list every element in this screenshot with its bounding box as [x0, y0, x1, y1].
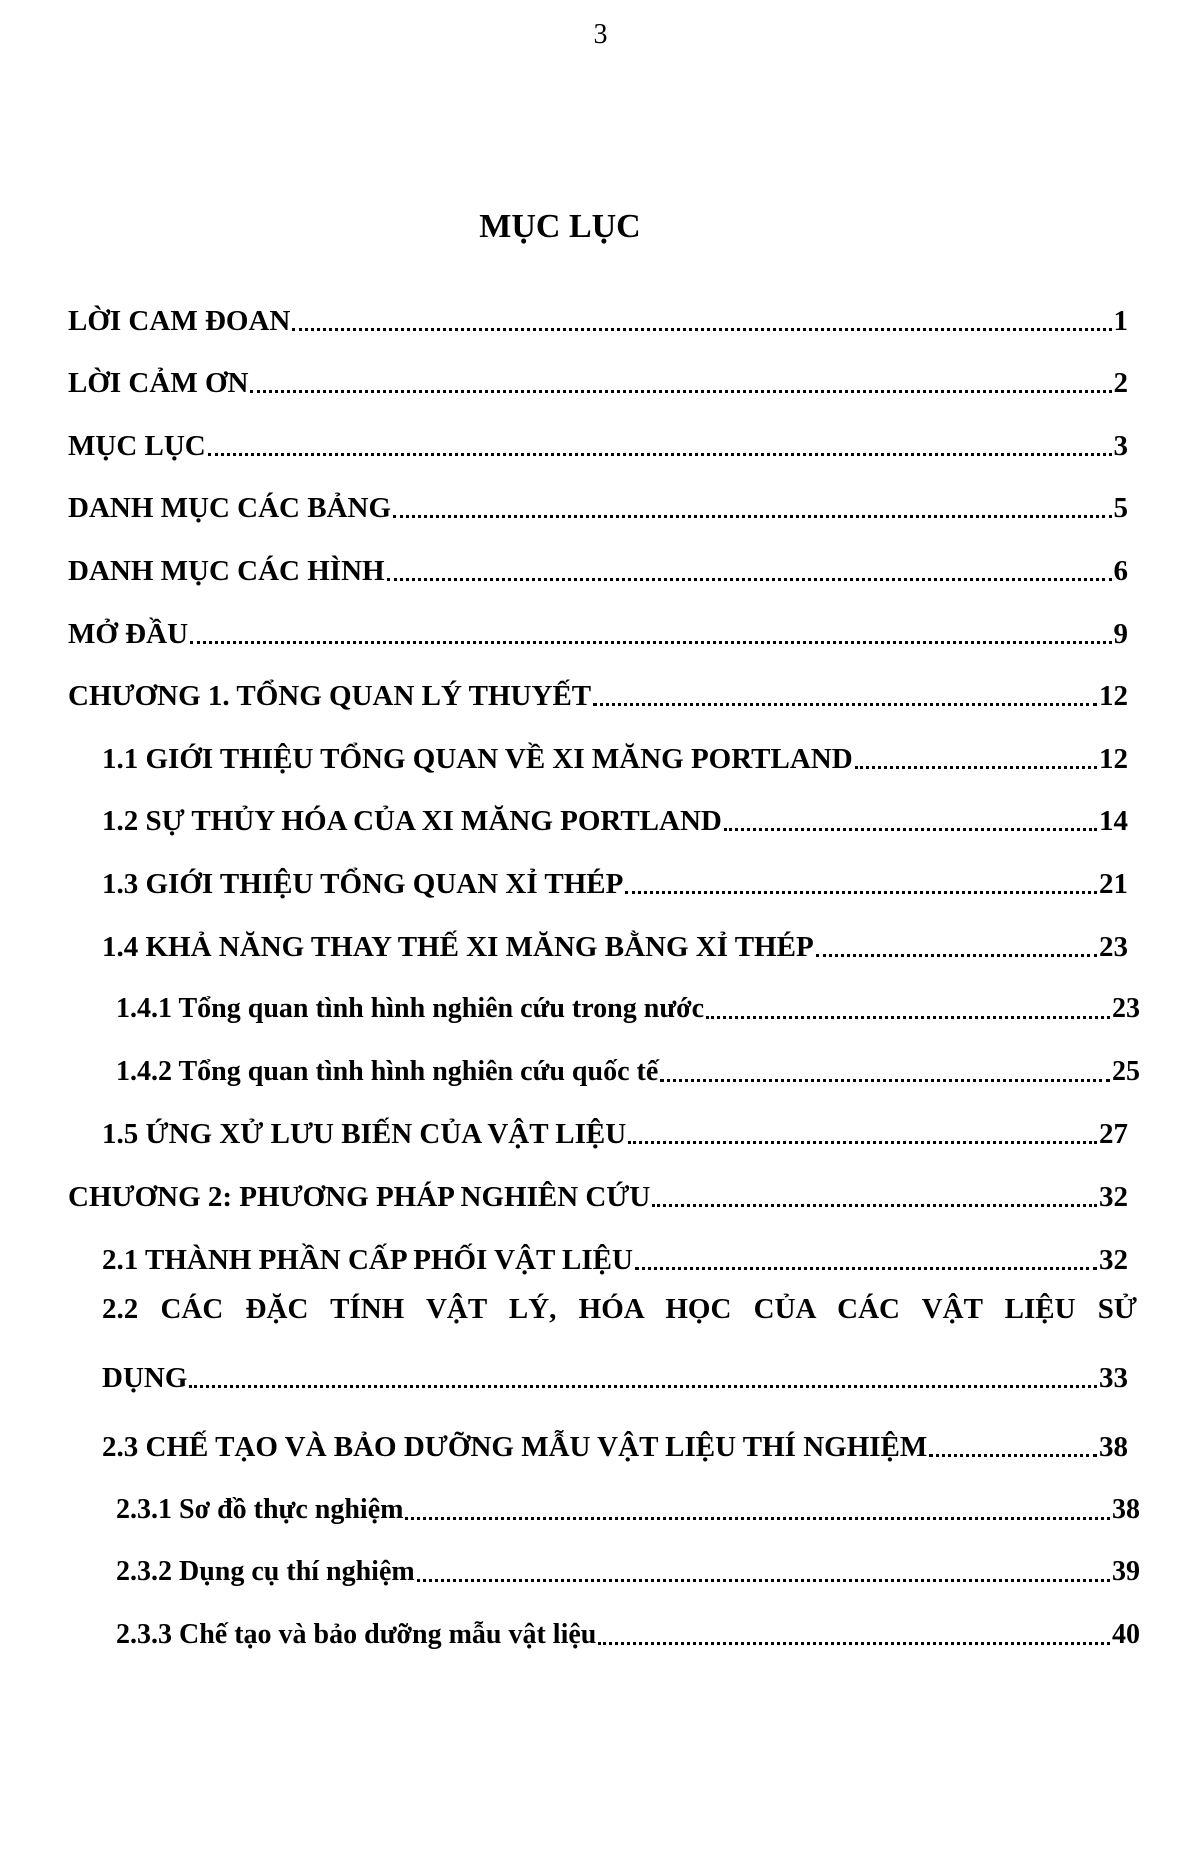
toc-entry-page: 23 [1112, 993, 1140, 1025]
toc-entry-page: 27 [1099, 1118, 1128, 1151]
toc-entry-1-1[interactable] [68, 714, 1128, 777]
toc-entry-chuong-2[interactable] [68, 1152, 1128, 1215]
toc-entry-label-line2: DỤNG [102, 1361, 188, 1394]
toc-leader [628, 1141, 1097, 1144]
toc-entry-label: CHƯƠNG 1. TỔNG QUAN LÝ THUYẾT [68, 680, 592, 713]
toc-title: MỤC LỤC [479, 208, 641, 245]
toc-entry-danh-muc-cac-hinh[interactable] [68, 526, 1128, 589]
toc-leader [387, 578, 1112, 581]
toc-entry-1-3[interactable] [68, 839, 1128, 902]
toc-leader [816, 954, 1097, 957]
toc-entry-label: DANH MỤC CÁC HÌNH [68, 554, 385, 587]
toc-entry-label: 1.1 GIỚI THIỆU TỔNG QUAN VỀ XI MĂNG PORTLAND [102, 742, 853, 775]
toc-entry-page: 9 [1113, 617, 1128, 650]
toc-entry-loi-cam-doan[interactable] [68, 276, 1128, 339]
toc-entry-label: 2.3 CHẾ TẠO VÀ BẢO DƯỠNG MẪU VẬT LIỆU THÍ NGHIỆM [102, 1431, 928, 1464]
toc-entry-label: 2.3.1 Sơ đồ thực nghiệm [116, 1493, 404, 1525]
toc-entry-label: 2.3.2 Dụng cụ thí nghiệm [116, 1556, 415, 1588]
toc-leader [855, 766, 1097, 769]
toc-entry-page: 21 [1099, 867, 1128, 900]
toc-entry-label: 1.5 ỨNG XỬ LƯU BIẾN CỦA VẬT LIỆU [102, 1118, 627, 1151]
toc-leader [189, 1385, 1097, 1388]
toc-entry-1-4-2[interactable] [68, 1027, 1140, 1090]
toc-entry-label: MỤC LỤC [68, 429, 206, 462]
toc-entry-2-2[interactable] [68, 1278, 1137, 1403]
toc-entry-page: 5 [1113, 492, 1128, 525]
toc-entry-page: 12 [1099, 742, 1128, 775]
toc-entry-line2 [102, 1340, 1128, 1396]
toc-entry-label: 2.1 THÀNH PHẦN CẤP PHỐI VẬT LIỆU [102, 1243, 633, 1276]
toc-entry-page: 2 [1113, 367, 1128, 400]
toc-entry-loi-cam-on[interactable] [68, 339, 1128, 402]
toc-leader [417, 1579, 1110, 1582]
toc-entry-1-4-1[interactable] [68, 965, 1140, 1028]
toc-entry-label: 2.3.3 Chế tạo và bảo dưỡng mẫu vật liệu [116, 1618, 597, 1650]
toc-entry-2-3-2[interactable] [68, 1528, 1140, 1591]
toc-entry-page: 39 [1112, 1556, 1140, 1588]
toc-entry-label: 1.3 GIỚI THIỆU TỔNG QUAN XỈ THÉP [102, 867, 624, 900]
toc-entry-2-3-3[interactable] [68, 1590, 1140, 1653]
toc-entry-page: 23 [1099, 930, 1128, 963]
toc-leader [635, 1267, 1097, 1270]
toc-entry-label: LỜI CAM ĐOAN [68, 304, 291, 337]
toc-entry-page: 33 [1099, 1361, 1128, 1394]
toc-entry-chuong-1[interactable] [68, 652, 1128, 715]
toc-entry-page: 14 [1099, 805, 1128, 838]
toc-leader [405, 1517, 1110, 1520]
toc-leader [250, 390, 1111, 393]
toc-entry-page: 32 [1099, 1180, 1128, 1213]
toc-entry-2-1[interactable] [68, 1215, 1128, 1278]
toc-entry-page: 25 [1112, 1055, 1140, 1087]
toc-entry-2-3-1[interactable] [68, 1465, 1140, 1528]
toc-entry-page: 3 [1113, 429, 1128, 462]
toc-entry-page: 38 [1112, 1493, 1140, 1525]
toc-leader [598, 1642, 1110, 1645]
table-of-contents [68, 276, 1138, 1653]
toc-entry-mo-dau[interactable] [68, 589, 1128, 652]
toc-entry-label: 1.4.2 Tổng quan tình hình nghiên cứu quốc tế [116, 1055, 659, 1087]
toc-entry-label: 1.4.1 Tổng quan tình hình nghiên cứu trong nước [116, 993, 705, 1025]
toc-leader [660, 1079, 1110, 1082]
toc-entry-label: MỞ ĐẦU [68, 617, 189, 650]
toc-entry-page: 32 [1099, 1243, 1128, 1276]
toc-entry-label-line1: 2.2 CÁC ĐẶC TÍNH VẬT LÝ, HÓA HỌC CỦA CÁC VẬT LIỆU SỬ [102, 1292, 1137, 1325]
page-number: 3 [593, 19, 608, 50]
toc-leader [724, 828, 1097, 831]
toc-leader [625, 891, 1097, 894]
toc-entry-label: LỜI CẢM ƠN [68, 367, 249, 400]
toc-leader [929, 1454, 1097, 1457]
toc-entry-2-3[interactable] [68, 1403, 1128, 1466]
toc-leader [706, 1016, 1110, 1019]
toc-leader [292, 328, 1111, 331]
toc-entry-page: 12 [1099, 680, 1128, 713]
toc-entry-1-5[interactable] [68, 1090, 1128, 1153]
toc-entry-danh-muc-cac-bang[interactable] [68, 464, 1128, 527]
toc-entry-page: 6 [1113, 554, 1128, 587]
toc-entry-label: DANH MỤC CÁC BẢNG [68, 492, 392, 525]
toc-entry-label: 1.4 KHẢ NĂNG THAY THẾ XI MĂNG BẰNG XỈ THÉP [102, 930, 814, 963]
toc-leader [652, 1204, 1097, 1207]
toc-leader [593, 703, 1097, 706]
toc-entry-1-4[interactable] [68, 902, 1128, 965]
toc-entry-label: 1.2 SỰ THỦY HÓA CỦA XI MĂNG PORTLAND [102, 805, 722, 838]
toc-entry-label: CHƯƠNG 2: PHƯƠNG PHÁP NGHIÊN CỨU [68, 1180, 651, 1213]
toc-entry-page: 40 [1112, 1618, 1140, 1650]
toc-entry-page: 1 [1113, 304, 1128, 337]
toc-entry-1-2[interactable] [68, 777, 1128, 840]
toc-leader [393, 515, 1111, 518]
toc-leader [190, 641, 1111, 644]
toc-entry-muc-luc[interactable] [68, 401, 1128, 464]
toc-entry-page: 38 [1099, 1431, 1128, 1464]
toc-leader [208, 453, 1112, 456]
